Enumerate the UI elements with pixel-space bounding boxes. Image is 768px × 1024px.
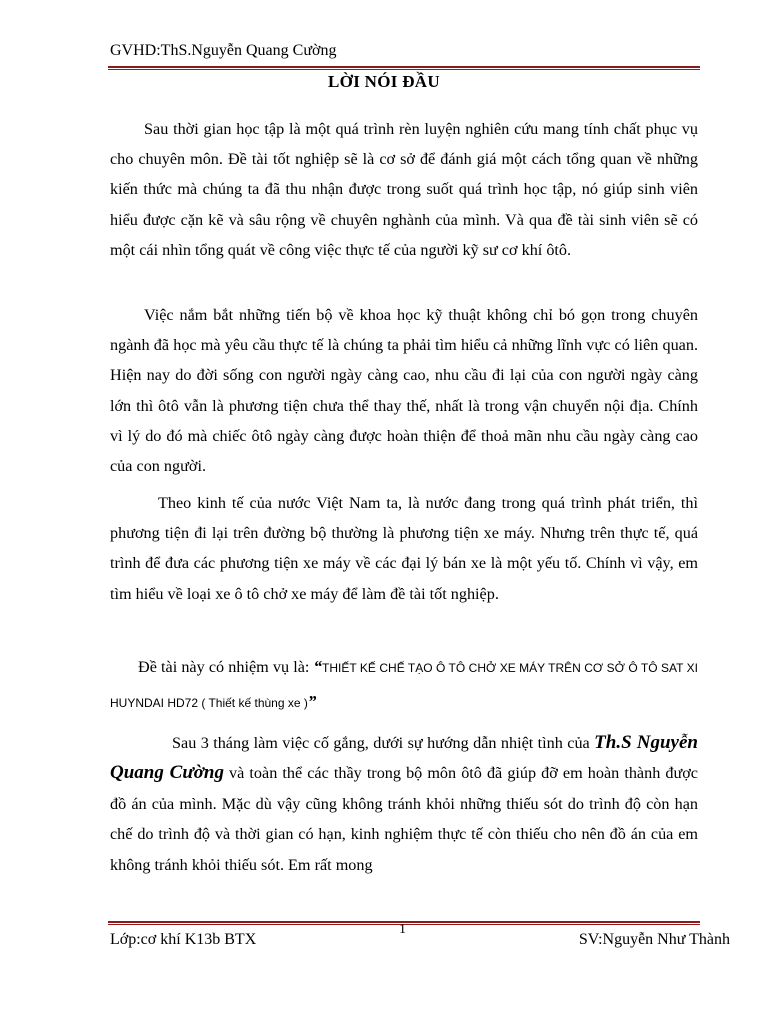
header-rule [108, 66, 700, 70]
paragraph-1: Sau thời gian học tập là một quá trình rèn luyện nghiên cứu mang tính chất phục vụ cho chuyên môn. Đề tài tốt nghiệp sẽ là cơ sở để đánh giá một cách tổng quan về những kiến thức mà chúng ta đã thu nhận được trong suốt quá trình học tập, nó giúp sinh viên hiểu được cặn kẽ và sâu rộng về chuyên nghành của mình. Và qua đề tài sinh viên sẽ có một cái nhìn tổng quát về công việc thực tế của người kỹ sư cơ khí ôtô. [110, 120, 698, 259]
footer-class: Lớp:cơ khí K13b BTX [110, 931, 257, 948]
thesis-topic: THIẾT KẾ CHẾ TẠO Ô TÔ CHỞ XE MÁY TRÊN CƠ SỞ Ô TÔ SAT XI HUYNDAI HD72 ( Thiết kế thùng xe ) [110, 661, 698, 710]
footer-student: SV:Nguyễn Như Thành [578, 931, 730, 948]
paragraph-5-rest: và toàn thể các thầy trong bộ môn ôtô đã giúp đỡ em hoàn thành được đồ án của mình. Mặc dù vậy cũng không tránh khỏi những thiếu sót do trình độ còn hạn chế do trình độ và thời gian có hạn, kinh nghiệm thực tế còn thiếu cho nên đồ án của em không tránh khỏi thiếu sót. Em rất mong [110, 764, 698, 874]
advisor-name: Th.S Nguyễn Quang Cường [110, 732, 698, 784]
page-number: 1 [399, 922, 406, 937]
paragraph-2: Việc nắm bắt những tiến bộ về khoa học kỹ thuật không chỉ bó gọn trong chuyên ngành đã học mà yêu cầu thực tế là chúng ta phải tìm hiểu cả những lĩnh vực có liên quan. Hiện nay do đời sống con người ngày càng cao, nhu cầu đi lại của con người ngày càng lớn thì ôtô vẫn là phương tiện chưa thể thay thế, nhất là trong vận chuyển nội địa. Chính vì lý do đó mà chiếc ôtô ngày càng được hoàn thiện để thoả mãn nhu cầu ngày càng cao của con người. [110, 306, 698, 476]
header-advisor: GVHD:ThS.Nguyễn Quang Cường [110, 42, 337, 59]
paragraph-3: Theo kinh tế của nước Việt Nam ta, là nước đang trong quá trình phát triển, thì phương tiện đi lại trên đường bộ thường là phương tiện xe máy. Nhưng trên thực tế, quá trình để đưa các phương tiện xe máy về các đại lý bán xe là một yếu tố. Chính vì vậy, em tìm hiểu về loại xe ô tô chở xe máy để làm đề tài tốt nghiệp. [110, 494, 698, 603]
paragraph-4 [110, 650, 698, 720]
paragraph-5 [110, 728, 698, 880]
page-title: LỜI NÓI ĐẦU [328, 72, 440, 91]
open-quote: “ [313, 657, 323, 676]
paragraph-4-lead: Đề tài này có nhiệm vụ là: [138, 658, 314, 676]
paragraph-5-lead: Sau 3 tháng làm việc cố gắng, dưới sự hướng dẫn nhiệt tình của [172, 734, 595, 752]
close-quote: ” [307, 692, 317, 711]
